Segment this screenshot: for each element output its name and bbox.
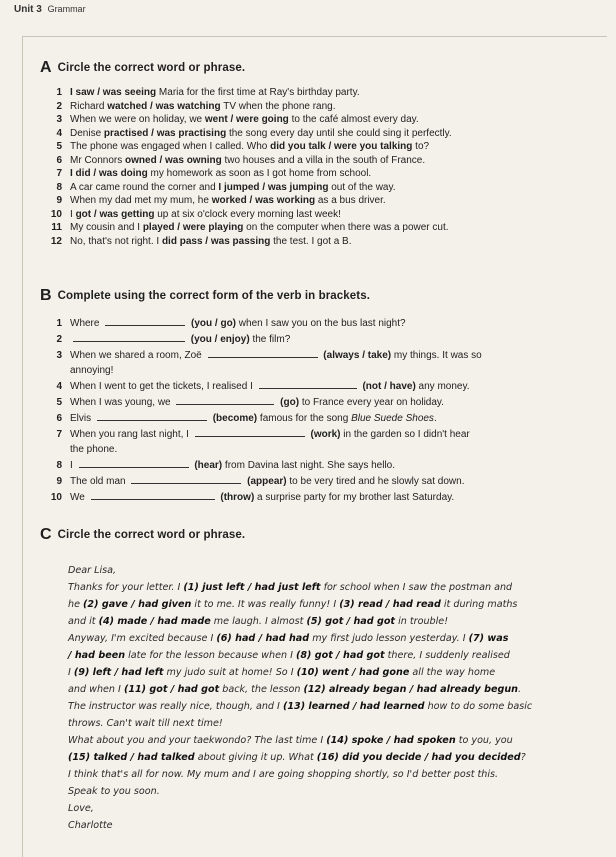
option-phrase[interactable]: (10) went / had gone xyxy=(296,667,410,678)
text-fragment: from Davina last night. She says hello. xyxy=(222,460,396,472)
text-fragment: When we shared a room, Zoë xyxy=(70,349,205,361)
option-phrase[interactable]: (9) left / had left xyxy=(73,667,164,678)
exercise-item xyxy=(40,181,452,195)
text-fragment: he xyxy=(68,599,84,610)
section-a-title xyxy=(40,59,452,77)
section-b-letter: B xyxy=(40,287,52,304)
item-number: 9 xyxy=(56,195,62,206)
text-fragment: The phone was engaged when I called. Who xyxy=(70,141,271,152)
option-phrase[interactable]: went / were going xyxy=(204,114,289,125)
text-fragment: my judo suit at home! So I xyxy=(163,667,297,678)
exercise-item xyxy=(40,221,452,235)
option-phrase[interactable]: (3) read / had read xyxy=(339,599,441,610)
item-number: 1 xyxy=(56,318,62,329)
section-b-heading: Complete using the correct form of the verb in brackets. xyxy=(57,290,370,302)
text-fragment: . xyxy=(433,412,437,424)
text-fragment: the phone. xyxy=(70,444,118,456)
option-phrase[interactable]: (go) xyxy=(280,396,300,408)
exercise-item xyxy=(40,332,482,348)
item-number: 6 xyxy=(56,154,62,166)
option-phrase[interactable]: I did / was doing xyxy=(70,168,148,179)
text-fragment: to be very tired and he slowly sat down. xyxy=(286,475,465,487)
answer-blank[interactable] xyxy=(176,395,274,405)
option-phrase[interactable]: (13) learned / had learned xyxy=(282,701,425,712)
option-phrase[interactable]: (7) was xyxy=(468,633,509,644)
text-fragment: as a bus driver. xyxy=(315,195,386,206)
exercise-item xyxy=(40,427,482,443)
option-phrase[interactable]: (8) got / had got xyxy=(296,650,385,661)
text-fragment: ? xyxy=(520,752,526,763)
letter-line xyxy=(68,732,613,749)
option-phrase[interactable]: (you / go) xyxy=(191,318,237,329)
option-phrase[interactable]: (throw) xyxy=(220,491,255,503)
item-number: 6 xyxy=(56,412,62,424)
letter-line xyxy=(68,562,613,579)
text-fragment: my homework as soon as I got home from school. xyxy=(147,168,372,179)
item-number: 8 xyxy=(56,181,62,193)
section-b-title xyxy=(40,287,482,305)
text-fragment: When I was young, we xyxy=(70,396,174,408)
answer-blank[interactable] xyxy=(195,427,305,437)
option-phrase[interactable]: (4) made / had made xyxy=(98,616,211,627)
option-phrase[interactable]: (always / take) xyxy=(323,349,392,361)
option-phrase[interactable]: owned / was owning xyxy=(125,154,222,166)
answer-blank[interactable] xyxy=(97,411,207,421)
section-c-heading: Circle the correct word or phrase. xyxy=(57,529,246,541)
text-fragment: to you, you xyxy=(455,735,513,746)
option-phrase[interactable]: I jumped / was jumping xyxy=(218,181,329,193)
option-phrase[interactable]: (6) had / had had xyxy=(216,633,310,644)
option-phrase[interactable]: played / were playing xyxy=(142,222,244,233)
text-fragment: two houses and a villa in the south of France. xyxy=(221,154,426,166)
text-fragment: up at six o'clock every morning last week! xyxy=(154,208,341,220)
text-fragment: about giving it up. What xyxy=(194,752,317,763)
text-fragment: Dear Lisa, xyxy=(68,565,117,576)
text-fragment: Elvis xyxy=(70,412,94,424)
text-fragment: how to do some basic xyxy=(424,701,533,712)
option-phrase[interactable]: (11) got / had got xyxy=(123,684,220,695)
exercise-item xyxy=(40,208,452,222)
text-fragment: there, I suddenly realised xyxy=(384,650,510,661)
letter-line xyxy=(68,749,613,766)
section-c xyxy=(40,526,613,834)
text-fragment: TV when the phone rang. xyxy=(220,100,336,112)
answer-blank[interactable] xyxy=(73,332,185,342)
section-a xyxy=(40,59,452,248)
letter-line xyxy=(68,783,613,800)
text-fragment: my first judo lesson yesterday. I xyxy=(309,633,469,644)
text-fragment: Richard xyxy=(70,100,108,112)
unit-label: Unit 3 xyxy=(14,4,42,15)
option-phrase[interactable]: did pass / was passing xyxy=(161,235,271,247)
text-fragment: Charlotte xyxy=(68,820,113,831)
letter-line xyxy=(68,630,613,647)
option-phrase[interactable]: (work) xyxy=(310,428,341,440)
text-fragment: My cousin and I xyxy=(70,222,143,233)
letter-line xyxy=(68,698,613,715)
text-fragment: in trouble! xyxy=(395,616,449,627)
text-fragment: When I went to get the tickets, I realised I xyxy=(70,381,256,393)
item-number: 5 xyxy=(56,396,62,408)
unit-topic: Grammar xyxy=(47,4,86,14)
answer-blank[interactable] xyxy=(91,490,215,500)
text-fragment: I think that's all for now. My mum and I are going shopping shortly, so I'd better post this. xyxy=(68,769,499,780)
option-phrase[interactable]: (2) gave / had given xyxy=(83,599,192,610)
item-number: 5 xyxy=(56,141,62,152)
item-number: 3 xyxy=(56,114,62,125)
section-a-letter: A xyxy=(40,59,52,76)
text-fragment: and it xyxy=(68,616,99,627)
option-phrase[interactable]: I saw / was seeing xyxy=(70,87,157,98)
exercise-item xyxy=(40,379,482,395)
item-number: 2 xyxy=(56,333,62,345)
text-fragment: the test. I got a B. xyxy=(270,235,352,247)
item-number: 7 xyxy=(56,428,62,440)
option-phrase[interactable]: / had been xyxy=(68,650,126,661)
option-phrase[interactable]: (become) xyxy=(212,412,258,424)
text-fragment: the film? xyxy=(249,333,291,345)
text-fragment: Denise xyxy=(70,127,104,139)
exercise-item xyxy=(40,458,482,474)
text-fragment: . xyxy=(517,684,522,695)
text-fragment: my things. It was so xyxy=(391,349,482,361)
section-a-items xyxy=(40,86,452,248)
text-fragment: me laugh. I almost xyxy=(210,616,307,627)
title-text: Blue Suede Shoes xyxy=(351,412,434,424)
exercise-item xyxy=(40,363,482,379)
option-phrase[interactable]: (not / have) xyxy=(362,381,416,393)
text-fragment: When my dad met my mum, he xyxy=(70,195,212,206)
option-phrase[interactable]: watched / was watching xyxy=(107,100,221,112)
text-fragment: I xyxy=(70,208,76,220)
option-phrase[interactable]: got / was getting xyxy=(75,208,155,220)
option-phrase[interactable]: (12) already began / had already begun xyxy=(303,684,518,695)
letter-line xyxy=(68,800,613,817)
item-number: 1 xyxy=(56,87,62,98)
text-fragment: Anyway, I'm excited because I xyxy=(68,633,217,644)
item-number: 10 xyxy=(50,208,62,220)
text-fragment: famous for the song xyxy=(257,412,352,424)
option-phrase[interactable]: worked / was working xyxy=(211,195,316,206)
text-fragment: a surprise party for my brother last Saturday. xyxy=(254,491,455,503)
text-fragment: on the computer when there was a power cut. xyxy=(243,222,449,233)
option-phrase[interactable]: (you / enjoy) xyxy=(190,333,250,345)
text-fragment: Mr Connors xyxy=(70,154,126,166)
letter-line xyxy=(68,664,613,681)
text-fragment: it to me. It was really funny! I xyxy=(191,599,340,610)
exercise-item xyxy=(40,167,452,181)
text-fragment: Speak to you soon. xyxy=(68,786,160,797)
letter-line xyxy=(68,647,613,664)
item-number: 3 xyxy=(56,349,62,361)
option-phrase[interactable]: (1) just left / had just left xyxy=(183,582,321,593)
exercise-item xyxy=(40,113,452,127)
text-fragment: in the garden so I didn't hear xyxy=(340,428,470,440)
answer-blank[interactable] xyxy=(105,316,185,326)
item-number: 9 xyxy=(56,475,62,487)
exercise-item xyxy=(40,474,482,490)
item-number: 4 xyxy=(56,127,62,139)
text-fragment: Love, xyxy=(68,803,94,814)
exercise-item xyxy=(40,127,452,141)
exercise-item xyxy=(40,154,452,168)
exercise-item xyxy=(40,86,452,100)
text-fragment: late for the lesson because when I xyxy=(125,650,296,661)
item-number: 2 xyxy=(56,100,62,112)
exercise-item xyxy=(40,411,482,427)
option-phrase[interactable]: (hear) xyxy=(194,460,223,472)
text-fragment: I xyxy=(68,667,74,678)
section-a-heading: Circle the correct word or phrase. xyxy=(57,62,246,74)
letter-line xyxy=(68,613,613,630)
letter-line xyxy=(68,766,613,783)
text-fragment: for school when I saw the postman and xyxy=(320,582,513,593)
item-number: 4 xyxy=(56,381,62,393)
section-c-title xyxy=(40,526,613,544)
text-fragment: Maria for the first time at Ray's birthday party. xyxy=(156,87,360,98)
option-phrase[interactable]: practised / was practising xyxy=(103,127,227,139)
text-fragment: The instructor was really nice, though, and I xyxy=(68,701,283,712)
exercise-item xyxy=(40,100,452,114)
letter-line xyxy=(68,715,613,732)
answer-blank[interactable] xyxy=(208,348,318,358)
text-fragment: it during maths xyxy=(440,599,518,610)
text-fragment: When you rang last night, I xyxy=(70,428,192,440)
answer-blank[interactable] xyxy=(79,458,189,468)
text-fragment: The old man xyxy=(70,475,129,487)
text-fragment: No, that's not right. I xyxy=(70,235,162,247)
answer-blank[interactable] xyxy=(131,474,241,484)
text-fragment: to France every year on holiday. xyxy=(299,396,444,408)
text-fragment: all the way home xyxy=(409,667,496,678)
option-phrase[interactable]: (15) talked / had talked xyxy=(68,752,195,763)
section-c-letter: C xyxy=(40,526,52,543)
exercise-item xyxy=(40,490,482,506)
answer-blank[interactable] xyxy=(259,379,357,389)
letter-text xyxy=(40,562,613,834)
option-phrase[interactable]: (16) did you decide / had you decided xyxy=(316,752,521,763)
exercise-item xyxy=(40,395,482,411)
text-fragment: When we were on holiday, we xyxy=(70,114,205,125)
text-fragment: any money. xyxy=(415,381,470,393)
text-fragment: to? xyxy=(412,141,430,152)
item-number: 11 xyxy=(51,222,62,233)
item-number: 7 xyxy=(56,168,62,179)
text-fragment: annoying! xyxy=(70,365,114,377)
section-b xyxy=(40,287,482,506)
unit-header xyxy=(14,4,86,15)
exercise-item xyxy=(40,442,482,458)
exercise-item xyxy=(40,140,452,154)
option-phrase[interactable]: (5) got / had got xyxy=(306,616,396,627)
text-fragment: Where xyxy=(70,318,103,329)
text-fragment: out of the way. xyxy=(328,181,396,193)
letter-line xyxy=(68,579,613,596)
item-number: 10 xyxy=(50,491,62,503)
text-fragment: when I saw you on the bus last night? xyxy=(236,318,406,329)
text-fragment: We xyxy=(70,491,88,503)
text-fragment: Thanks for your letter. I xyxy=(68,582,184,593)
letter-line xyxy=(68,596,613,613)
text-fragment: throws. Can't wait till next time! xyxy=(68,718,223,729)
item-number: 12 xyxy=(50,235,62,247)
exercise-item xyxy=(40,194,452,208)
text-fragment: and when I xyxy=(68,684,124,695)
text-fragment: the song every day until she could sing it perfectly. xyxy=(226,127,452,139)
text-fragment: A car came round the corner and xyxy=(70,181,219,193)
letter-line xyxy=(68,681,613,698)
option-phrase[interactable]: (14) spoke / had spoken xyxy=(326,735,456,746)
exercise-item xyxy=(40,316,482,332)
text-fragment: I xyxy=(70,460,76,472)
text-fragment: What about you and your taekwondo? The last time I xyxy=(68,735,327,746)
section-b-items xyxy=(40,316,482,506)
letter-line xyxy=(68,817,613,834)
text-fragment: to the café almost every day. xyxy=(288,114,419,125)
exercise-item xyxy=(40,235,452,249)
item-number: 8 xyxy=(56,460,62,472)
text-fragment: back, the lesson xyxy=(219,684,304,695)
option-phrase[interactable]: (appear) xyxy=(247,475,287,487)
exercise-item xyxy=(40,348,482,364)
option-phrase[interactable]: did you talk / were you talking xyxy=(270,141,413,152)
